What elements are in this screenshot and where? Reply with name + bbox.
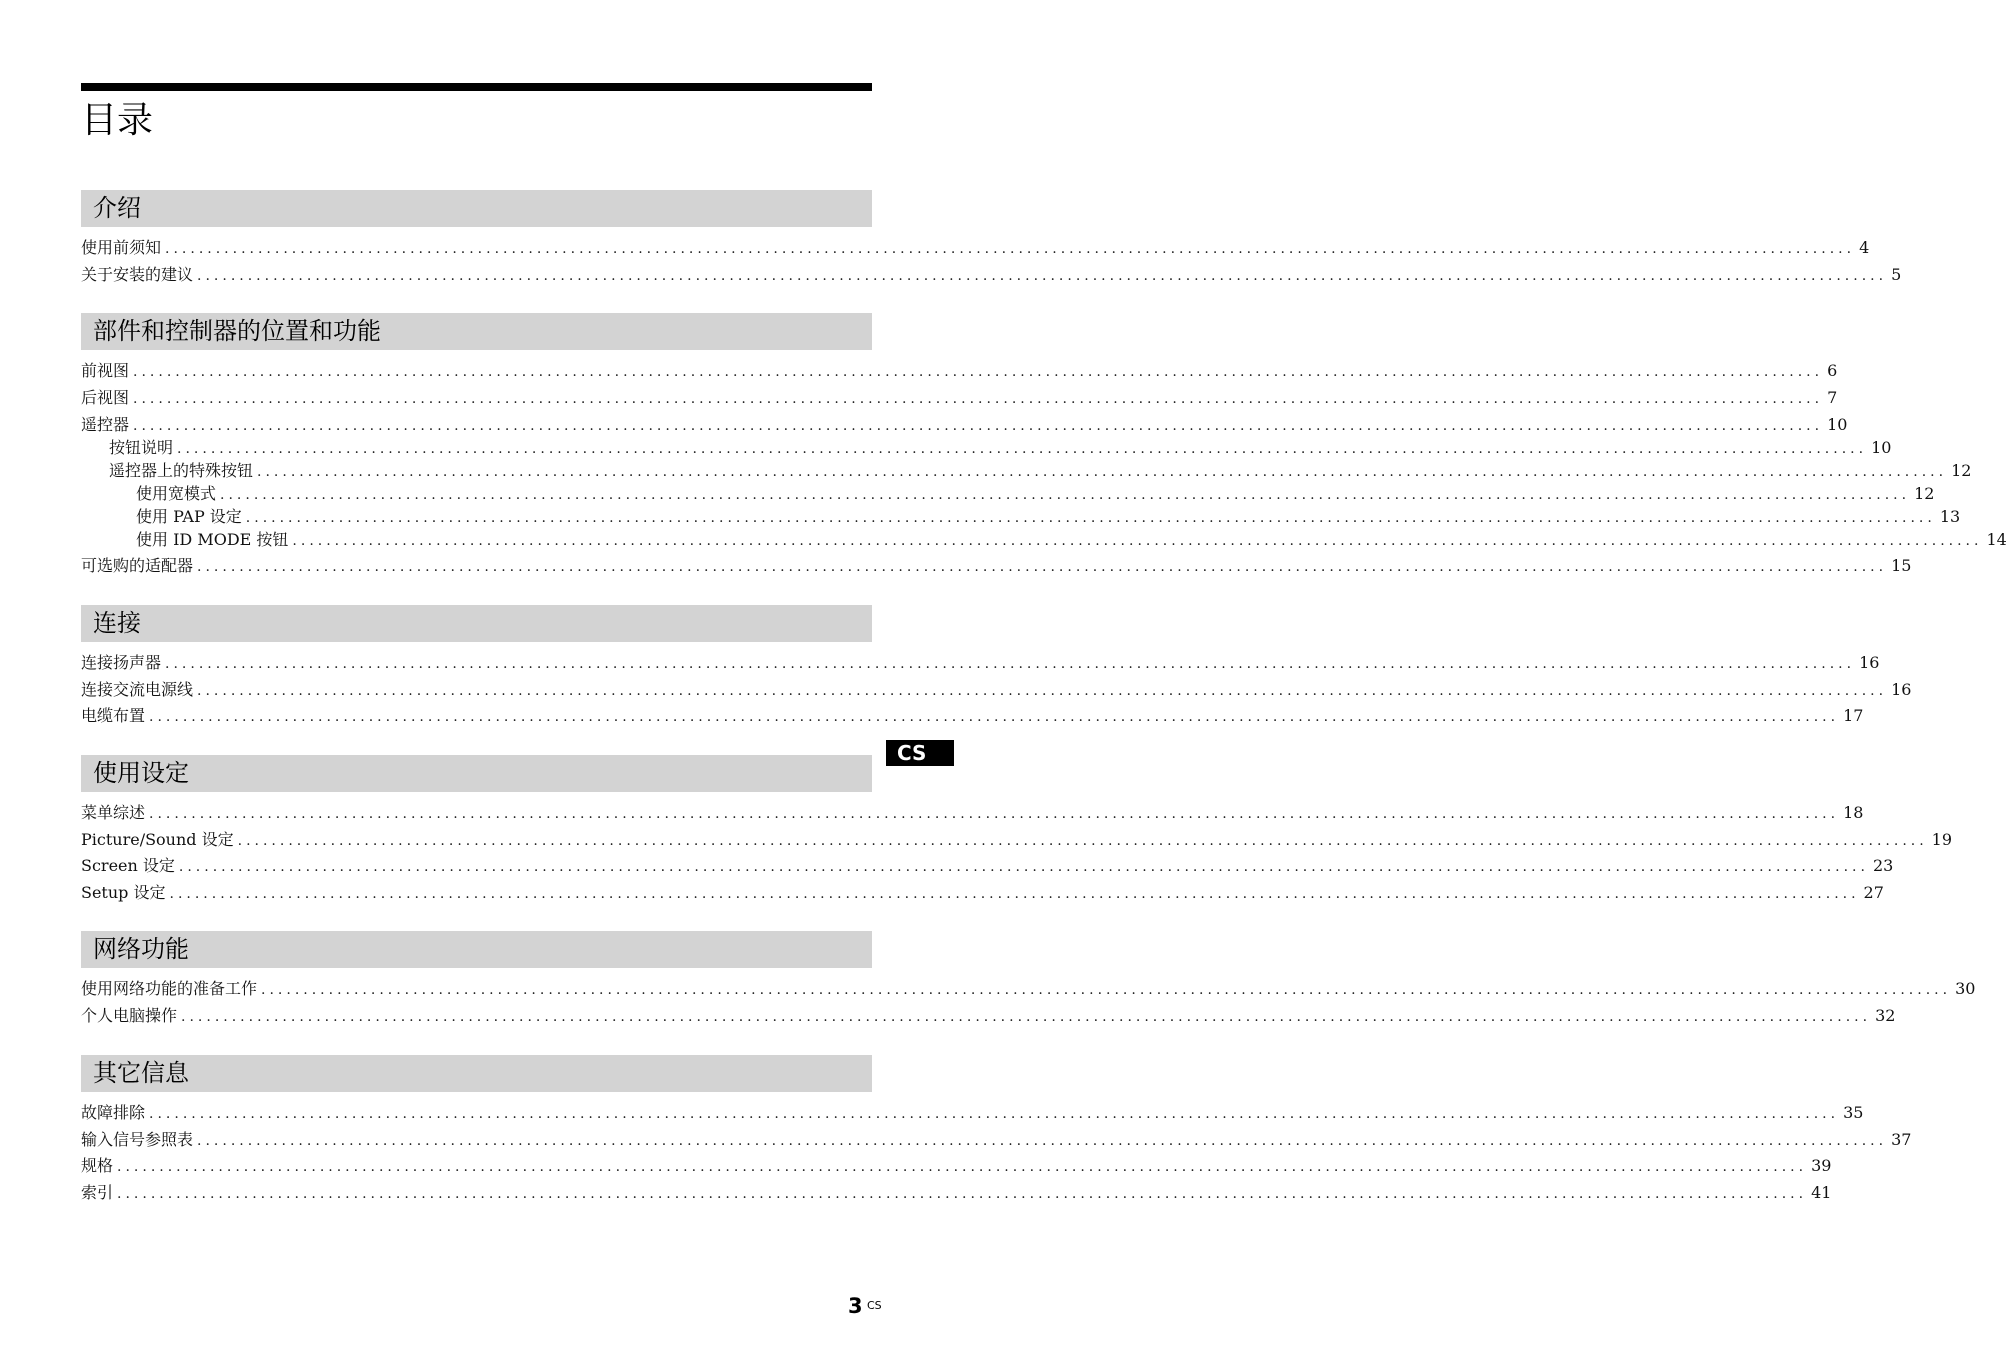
toc-entry-text: 使用 PAP 设定 [136, 507, 242, 526]
dot-leader: ........................................................................................................................................................................................................ [133, 364, 1824, 380]
toc-entry-page: 18 [1843, 803, 1864, 822]
toc-entry[interactable] [81, 855, 1894, 877]
toc-entry-page: 12 [1951, 461, 1972, 480]
dot-leader: ........................................................................................................................................................................................................ [197, 1133, 1888, 1149]
section-other-info [81, 1055, 1912, 1202]
dot-leader: ........................................................................................................................................................................................................ [197, 683, 1888, 699]
dot-leader: ........................................................................................................................................................................................................ [117, 1159, 1808, 1175]
toc-entry-page: 37 [1891, 1130, 1912, 1149]
toc-entry-text: 输入信号参照表 [81, 1130, 194, 1149]
dot-leader: ........................................................................................................................................................................................................ [257, 464, 1948, 480]
toc-entry[interactable] [81, 387, 1838, 409]
toc-entry-page: 35 [1843, 1103, 1864, 1122]
toc-entry-page: 10 [1871, 438, 1892, 457]
dot-leader: ........................................................................................................................................................................................................ [149, 1106, 1840, 1122]
dot-leader: ........................................................................................................................................................................................................ [220, 487, 1911, 503]
toc-entry-text: 连接交流电源线 [81, 680, 194, 699]
toc-entry-page: 5 [1891, 265, 1902, 284]
toc-entry-page: 15 [1891, 556, 1912, 575]
page-title: 目录 [81, 100, 154, 141]
toc-entry[interactable] [81, 829, 1953, 851]
dot-leader: ........................................................................................................................................................................................................ [237, 833, 1928, 849]
toc-entry[interactable] [81, 1182, 1832, 1204]
toc-entry-page: 23 [1872, 856, 1894, 875]
toc-entry[interactable] [81, 237, 1870, 259]
toc-entry-text: 前视图 [81, 361, 130, 380]
dot-leader: ........................................................................................................................................................................................................ [165, 241, 1856, 257]
toc-entry-text: 后视图 [81, 388, 130, 407]
toc-entry[interactable] [81, 264, 1902, 286]
toc-entry[interactable] [81, 1155, 1832, 1177]
toc-entry-page: 14 [1986, 530, 2007, 549]
top-rule [81, 83, 872, 91]
toc-entry-text: 关于安装的建议 [81, 265, 194, 284]
toc-entry[interactable] [136, 529, 2007, 551]
toc-entry[interactable] [109, 437, 1892, 459]
toc-entry-text: 使用网络功能的准备工作 [81, 979, 258, 998]
section-introduction [81, 190, 1902, 284]
dot-leader: ........................................................................................................................................................................................................ [149, 709, 1840, 725]
toc-entry-text: 规格 [81, 1156, 114, 1175]
toc-entry[interactable] [136, 483, 1935, 505]
dot-leader: ........................................................................................................................................................................................................ [133, 391, 1824, 407]
section-header: 其它信息 [81, 1055, 872, 1092]
dot-leader: ........................................................................................................................................................................................................ [292, 533, 1983, 549]
dot-leader: ........................................................................................................................................................................................................ [181, 1009, 1872, 1025]
toc-entry-text: Setup 设定 [81, 883, 166, 902]
toc-entry-page: 39 [1811, 1156, 1832, 1175]
dot-leader: ........................................................................................................................................................................................................ [177, 441, 1868, 457]
dot-leader: ........................................................................................................................................................................................................ [178, 859, 1869, 875]
toc-entry-page: 19 [1931, 830, 1953, 849]
toc-entry[interactable] [81, 882, 1884, 904]
toc-entry-page: 17 [1843, 706, 1864, 725]
toc-entry[interactable] [81, 1005, 1896, 1027]
section-connections [81, 605, 1912, 725]
toc-entry-text: 遥控器 [81, 415, 130, 434]
dot-leader: ........................................................................................................................................................................................................ [165, 656, 1856, 672]
toc-entry-text: Screen 设定 [81, 856, 175, 875]
toc-entry-text: 个人电脑操作 [81, 1006, 178, 1025]
toc-entry-text: 使用前须知 [81, 238, 162, 257]
toc-entry-page: 10 [1827, 415, 1848, 434]
toc-entry-text: 菜单综述 [81, 803, 146, 822]
toc-entry[interactable] [81, 555, 1912, 577]
toc-entry-text: 故障排除 [81, 1103, 146, 1122]
toc-entry-page: 27 [1863, 883, 1884, 902]
section-parts-and-controls [81, 313, 2007, 575]
dot-leader: ........................................................................................................................................................................................................ [133, 418, 1824, 434]
page-number: 3 [848, 1294, 863, 1318]
toc-entry-page: 4 [1859, 238, 1870, 257]
toc-entry[interactable] [81, 978, 1976, 1000]
dot-leader: ........................................................................................................................................................................................................ [197, 268, 1888, 284]
toc-entry-text: 使用 ID MODE 按钮 [136, 530, 289, 549]
section-header: 部件和控制器的位置和功能 [81, 313, 872, 350]
section-network [81, 931, 1976, 1025]
toc-entry-page: 16 [1859, 653, 1880, 672]
dot-leader: ........................................................................................................................................................................................................ [197, 559, 1888, 575]
toc-entry-page: 16 [1891, 680, 1912, 699]
toc-entry[interactable] [81, 679, 1912, 701]
toc-entry[interactable] [81, 802, 1864, 824]
toc-entry-page: 12 [1914, 484, 1935, 503]
toc-entry-text: 电缆布置 [81, 706, 146, 725]
language-tab: CS [886, 740, 954, 766]
dot-leader: ........................................................................................................................................................................................................ [169, 886, 1860, 902]
dot-leader: ........................................................................................................................................................................................................ [117, 1186, 1808, 1202]
toc-entry[interactable] [81, 1102, 1864, 1124]
toc-entry[interactable] [81, 705, 1864, 727]
toc-entry-page: 13 [1939, 507, 1961, 526]
section-header: 介绍 [81, 190, 872, 227]
toc-entry-page: 7 [1827, 388, 1838, 407]
toc-entry-text: 连接扬声器 [81, 653, 162, 672]
dot-leader: ........................................................................................................................................................................................................ [261, 982, 1952, 998]
toc-entry[interactable] [136, 506, 1961, 528]
section-header: 连接 [81, 605, 872, 642]
dot-leader: ........................................................................................................................................................................................................ [149, 806, 1840, 822]
toc-entry[interactable] [81, 652, 1880, 674]
page-suffix: CS [867, 1299, 882, 1312]
toc-entry-text: 使用宽模式 [136, 484, 217, 503]
toc-entry[interactable] [81, 360, 1838, 382]
section-header: 网络功能 [81, 931, 872, 968]
toc-entry-text: 可选购的适配器 [81, 556, 194, 575]
dot-leader: ........................................................................................................................................................................................................ [245, 510, 1936, 526]
toc-entry-text: Picture/Sound 设定 [81, 830, 234, 849]
section-settings [81, 755, 1953, 902]
toc-entry-page: 6 [1827, 361, 1838, 380]
toc-entry[interactable] [81, 414, 1848, 436]
toc-entry-page: 41 [1811, 1183, 1832, 1202]
section-header: 使用设定 [81, 755, 872, 792]
toc-entry-page: 32 [1875, 1006, 1896, 1025]
toc-entry-page: 30 [1955, 979, 1976, 998]
toc-entry-text: 遥控器上的特殊按钮 [109, 461, 254, 480]
toc-entry-text: 索引 [81, 1183, 114, 1202]
toc-entry[interactable] [81, 1129, 1912, 1151]
toc-entry-text: 按钮说明 [109, 438, 174, 457]
toc-entry[interactable] [109, 460, 1972, 482]
